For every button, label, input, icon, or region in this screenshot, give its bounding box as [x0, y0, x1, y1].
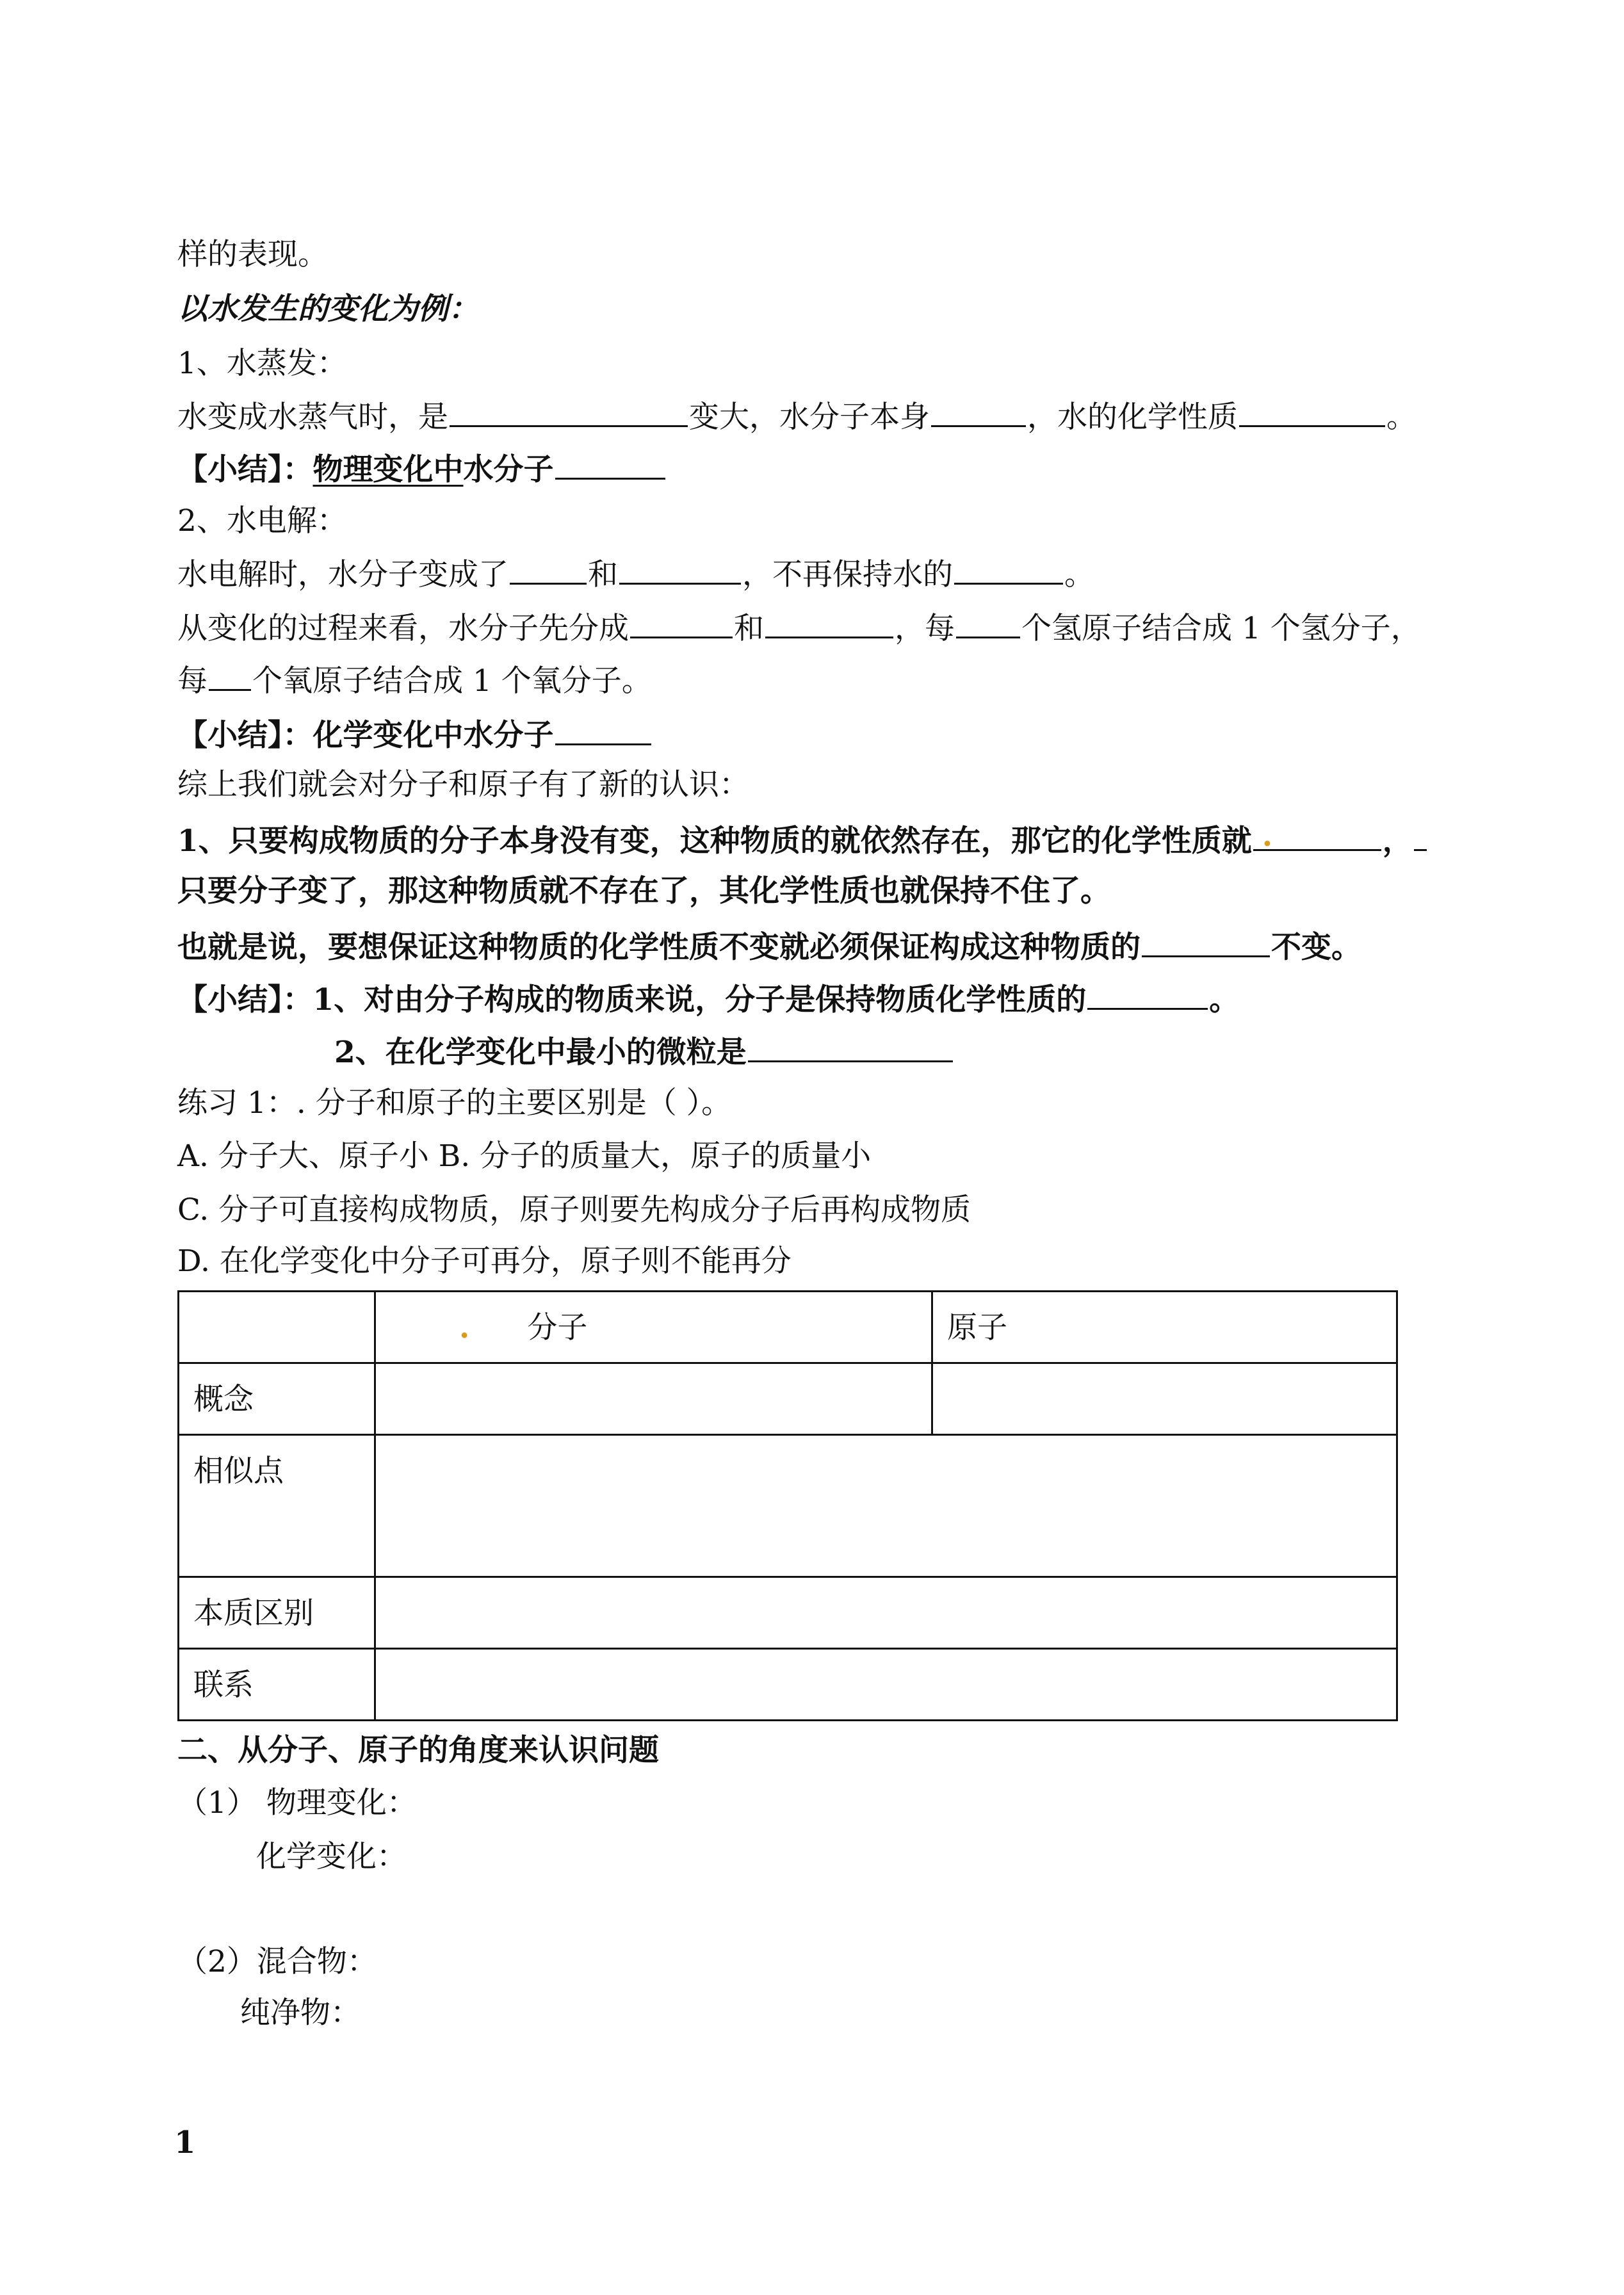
text: （1） 物理变化： [177, 1785, 417, 1821]
text: 1、只要构成物质的分子本身没有变，这种物质的就依然存在，那它的化学性质就 [177, 823, 1252, 859]
text-line [177, 607, 1421, 648]
fill-blank[interactable] [1142, 926, 1270, 957]
text-line [177, 553, 1094, 594]
text: ，每 [895, 611, 955, 646]
row-label: 联系 [179, 1649, 375, 1721]
text: 。 [1064, 557, 1094, 592]
table-row [179, 1435, 1397, 1577]
text-line [240, 1994, 361, 2032]
text: C. 分子可直接构成物质，原子则要先构成分子后再构成物质 [177, 1192, 971, 1228]
text: 水分子 [463, 452, 554, 487]
text: 练习 1：. 分子和原子的主要区别是（ ）。 [177, 1085, 732, 1121]
text: 二、从分子、原子的角度来认识问题 [177, 1733, 659, 1768]
text-line [177, 1784, 417, 1822]
option-c [177, 1191, 971, 1229]
text: D. 在化学变化中分子可再分，原子则不能再分 [177, 1244, 792, 1279]
table-row [179, 1363, 1397, 1435]
text: 水变成水蒸气时，是 [177, 400, 448, 435]
text: ，水的化学性质 [1027, 400, 1238, 435]
fill-blank[interactable] [555, 448, 665, 480]
text: 个氢原子结合成 1 个氢分子， [1021, 611, 1421, 646]
text-line [177, 236, 328, 274]
text: （2）混合物： [177, 1944, 377, 1979]
page-number: 1 [174, 2125, 196, 2161]
fill-blank[interactable] [450, 396, 688, 427]
text: 每 [177, 663, 207, 699]
fill-blank[interactable] [1414, 820, 1427, 851]
comparison-table [177, 1290, 1398, 1721]
row-label: 概念 [179, 1363, 375, 1435]
table-cell[interactable] [375, 1363, 932, 1435]
text-line [177, 345, 347, 383]
text-line [177, 872, 1110, 911]
text: 化学变化： [256, 1839, 407, 1874]
fill-blank[interactable] [765, 607, 893, 638]
option-a [177, 1137, 871, 1176]
text: 变大，水分子本身 [689, 400, 930, 435]
text-line [177, 820, 1428, 861]
fill-blank[interactable] [209, 660, 251, 691]
table-row [179, 1649, 1397, 1721]
text: 。 [1386, 400, 1417, 435]
text: 物理变化中 [313, 452, 464, 487]
table-header-row [179, 1292, 1397, 1363]
text: 只要分子变了，那这种物质就不存在了，其化学性质也就保持不住了。 [177, 873, 1110, 909]
fill-blank[interactable] [555, 714, 651, 745]
dot-mark: . [1262, 818, 1273, 854]
text: A. 分子大、原子小 B. 分子的质量大，原子的质量小 [177, 1139, 872, 1174]
table-header-cell [179, 1292, 375, 1363]
text: 从变化的过程来看，水分子先分成 [177, 611, 629, 646]
table-header-cell [375, 1292, 932, 1363]
table-header-cell: 原子 [932, 1292, 1397, 1363]
text: 不变。 [1271, 930, 1361, 965]
table-cell[interactable] [375, 1577, 1397, 1649]
text-line [177, 926, 1361, 967]
text: 1、水蒸发： [177, 346, 347, 381]
fill-blank[interactable] [954, 553, 1063, 585]
table-cell[interactable] [375, 1649, 1397, 1721]
text: 【小结】：化学变化中水分子 [177, 718, 554, 753]
text: 以水发生的变化为例： [177, 291, 478, 327]
fill-blank[interactable] [931, 396, 1026, 427]
text: 和 [588, 557, 618, 592]
text-line [177, 660, 652, 701]
table-cell[interactable] [375, 1435, 1397, 1577]
summary-line [177, 714, 653, 755]
dot-mark: . [459, 1310, 470, 1345]
section-heading [177, 290, 478, 328]
text: 和 [734, 611, 764, 646]
fill-blank[interactable] [748, 1031, 953, 1062]
question-stem [177, 1084, 731, 1123]
text: 也就是说，要想保证这种物质的化学性质不变就必须保证构成这种物质的 [177, 930, 1141, 965]
table-cell[interactable] [932, 1363, 1397, 1435]
summary-line [177, 448, 667, 489]
text: 分子 [527, 1310, 588, 1345]
text: 2、在化学变化中最小的微粒是 [334, 1035, 747, 1070]
text: 2、水电解： [177, 503, 347, 539]
text: 综上我们就会对分子和原子有了新的认识： [177, 767, 749, 802]
text: 【小结】：1、对由分子构成的物质来说，分子是保持物质化学性质的 [177, 982, 1087, 1018]
text: 水电解时，水分子变成了 [177, 557, 508, 592]
text-line [256, 1838, 407, 1876]
text-line [177, 502, 347, 540]
section-heading [177, 1731, 659, 1770]
fill-blank[interactable] [630, 607, 733, 638]
fill-blank[interactable] [1253, 818, 1381, 854]
table-row [179, 1577, 1397, 1649]
text: ， [1382, 823, 1413, 859]
fill-blank[interactable] [1087, 978, 1208, 1010]
text-line [177, 1943, 377, 1981]
text-line [177, 766, 749, 804]
row-label: 相似点 [179, 1435, 375, 1577]
fill-blank[interactable] [956, 607, 1020, 638]
text: 。 [1209, 982, 1240, 1018]
text: 纯净物： [240, 1995, 361, 2031]
fill-blank[interactable] [510, 553, 587, 585]
text: ，不再保持水的 [742, 557, 953, 592]
option-d [177, 1242, 792, 1281]
text: 样的表现。 [177, 237, 328, 272]
fill-blank[interactable] [619, 553, 741, 585]
text: 个氧原子结合成 1 个氧分子。 [252, 663, 652, 699]
fill-blank[interactable] [1239, 396, 1385, 427]
row-label: 本质区别 [179, 1577, 375, 1649]
text: 【小结】： [177, 452, 313, 487]
text-line [177, 396, 1417, 437]
summary-line [334, 1031, 954, 1072]
summary-line [177, 978, 1239, 1019]
